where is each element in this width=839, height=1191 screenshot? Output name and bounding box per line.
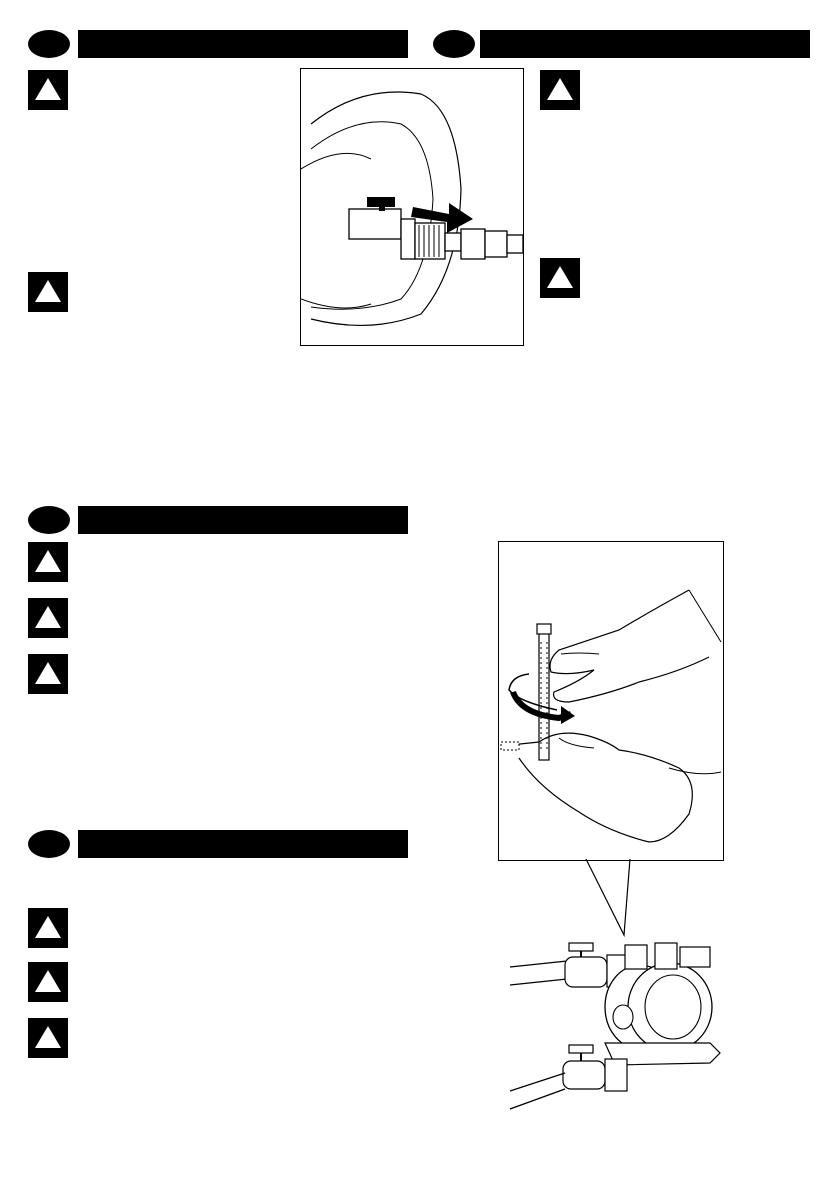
callout-pointer	[580, 859, 640, 939]
pump-with-valves-illustration	[505, 935, 735, 1115]
section-3-header-bar	[78, 506, 408, 534]
warning-triangle-icon	[28, 598, 68, 638]
hand-rotating-shaft-illustration	[498, 541, 724, 861]
warning-triangle-icon	[28, 70, 68, 110]
section-2-header-bar	[480, 30, 810, 58]
section-2-badge	[433, 30, 475, 58]
warning-triangle-icon	[540, 70, 580, 110]
section-1-header-bar	[78, 30, 408, 58]
warning-triangle-icon	[28, 654, 68, 694]
section-1-badge	[28, 30, 70, 58]
hose-valve-disconnect-illustration	[300, 68, 524, 346]
section-3-badge	[28, 506, 70, 534]
warning-triangle-icon	[28, 1018, 68, 1058]
warning-triangle-icon	[28, 908, 68, 948]
warning-triangle-icon	[28, 962, 68, 1002]
warning-triangle-icon	[540, 258, 580, 298]
section-4-header-bar	[78, 830, 408, 858]
warning-triangle-icon	[28, 542, 68, 582]
rotate-arrow-icon	[561, 706, 575, 724]
warning-triangle-icon	[28, 272, 68, 312]
section-4-badge	[28, 830, 70, 858]
